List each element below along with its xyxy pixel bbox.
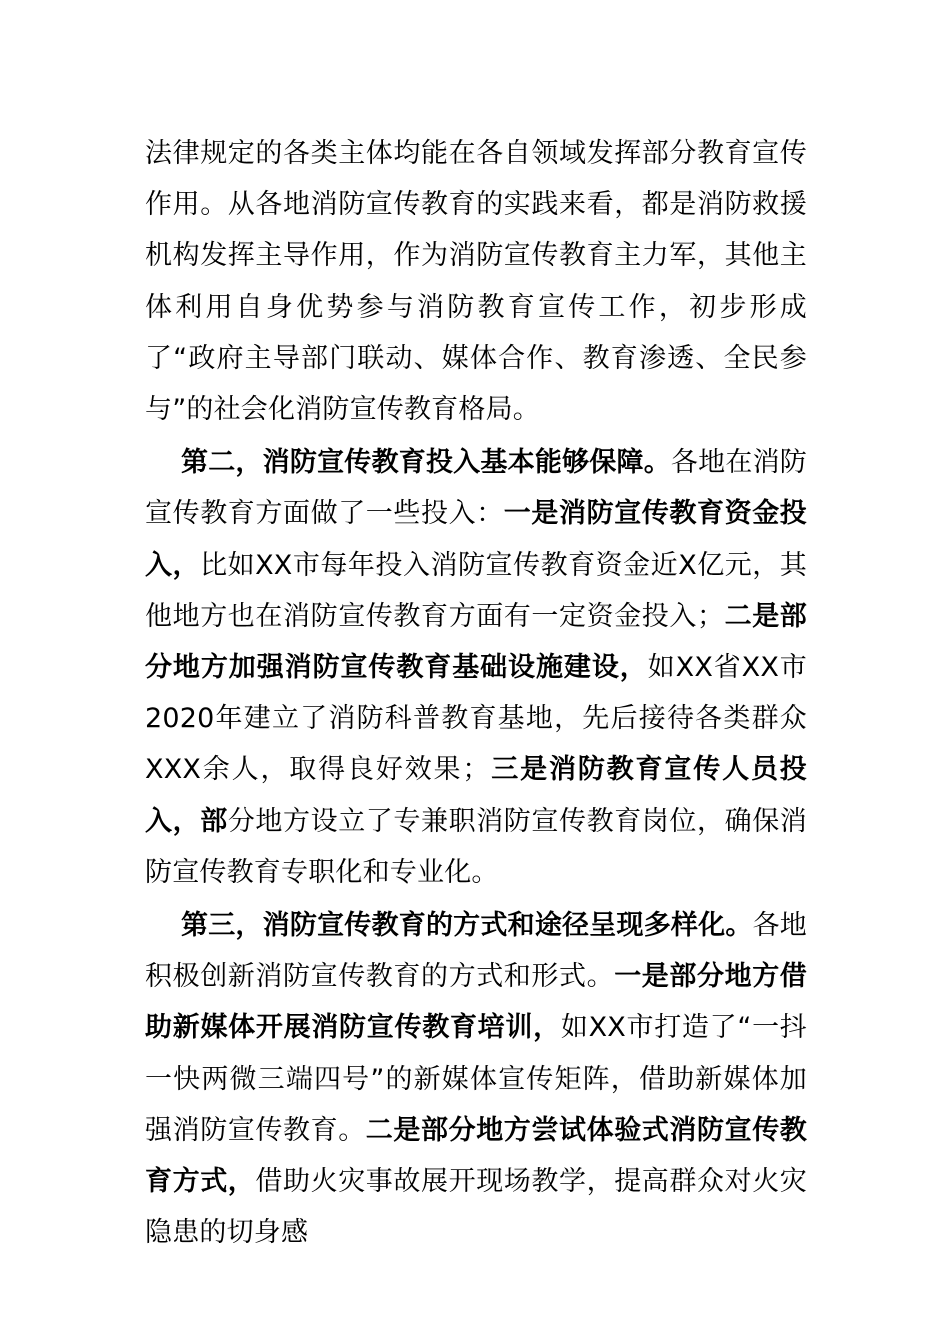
text-run: 各地在消防宣传教育方面做了一些投入： (145, 447, 807, 530)
text-run: 如XX省XX市2020年建立了消防科普教育基地，先后接待各类群众XXX余人，取得良好效果； (145, 652, 807, 786)
paragraph-3 (145, 900, 807, 1258)
text-run: 法律规定的各类主体均能在各自领域发挥部分教育宣传作用。从各地消防宣传教育的实践来看，都是消防救援机构发挥主导作用，作为消防宣传教育主力军，其他主体利用自身优势参与消防教育宣传工作，初步形成了“政府主导部门联动、媒体合作、教育渗透、全民参与”的社会化消防宣传教育格局。 (145, 138, 807, 426)
bold-point-run: 一是消防宣传教育资金投入， (145, 498, 807, 581)
paragraph-1 (145, 128, 807, 435)
text-run: 比如XX市每年投入消防宣传教育资金近X亿元，其他地方也在消防宣传教育方面有一定资金投入； (145, 549, 807, 632)
text-run: 分地方设立了专兼职消防宣传教育岗位，确保消防宣传教育专职化和专业化。 (145, 805, 808, 888)
bold-point-run: 二是部分地方尝试体验式消防宣传教育方式， (145, 1114, 807, 1198)
bold-point-run: 一是部分地方借助新媒体开展消防宣传教育培训， (145, 961, 807, 1044)
text-run: 各地积极创新消防宣传教育的方式和形式。 (145, 910, 807, 993)
text-run: 如XX市打造了“一抖一快两微三端四号”的新媒体宣传矩阵，借助新媒体加强消防宣传教育。 (145, 1012, 808, 1146)
paragraph-2 (145, 437, 807, 898)
bold-point-run: 二是部分地方加强消防宣传教育基础设施建设， (145, 600, 808, 684)
document-page (145, 128, 807, 1258)
bold-point-run: 三是消防教育宣传人员投入，部 (145, 754, 808, 837)
bold-heading-run: 第三，消防宣传教育的方式和途径呈现多样化。 (181, 910, 753, 942)
bold-heading-run: 第二，消防宣传教育投入基本能够保障。 (181, 447, 671, 479)
text-run: 借助火灾事故展开现场教学，提高群众对火灾隐患的切身感 (145, 1166, 807, 1249)
